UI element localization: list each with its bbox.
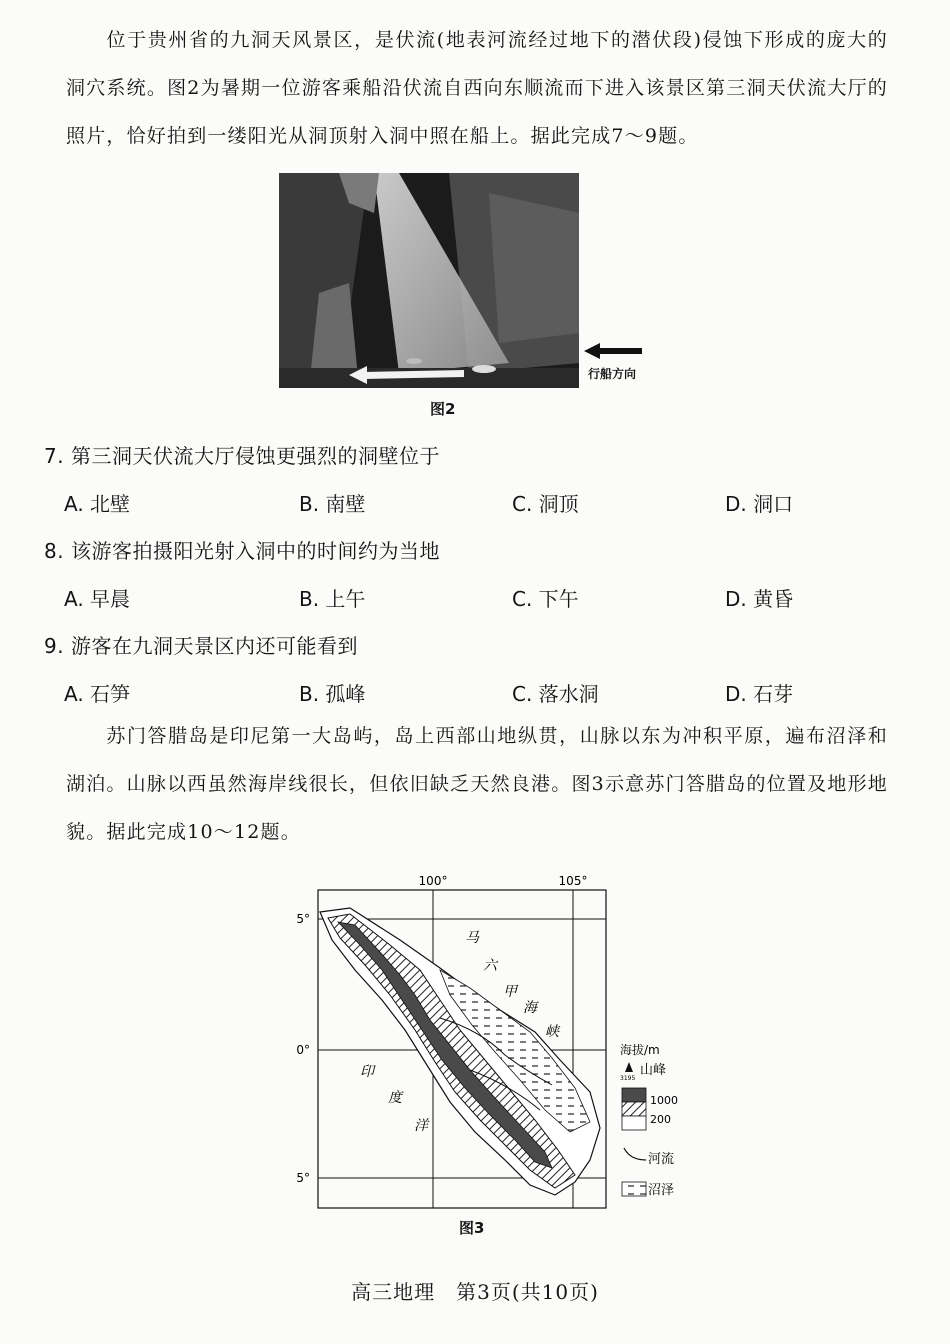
- indian-ocean-char-1: 印: [360, 1064, 374, 1080]
- lon-label-100: 100°: [418, 874, 448, 888]
- legend-level-1000: 1000: [650, 1094, 678, 1107]
- question-9: 9. 游客在九洞天景区内还可能看到: [44, 634, 358, 658]
- lon-label-105: 105°: [558, 874, 588, 888]
- question-8: 8. 该游客拍摄阳光射入洞中的时间约为当地: [44, 539, 440, 563]
- question-8-option-a: A. 早晨: [64, 587, 131, 611]
- lat-label-north-5: 5°: [296, 912, 310, 926]
- question-9-option-b: B. 孤峰: [299, 682, 366, 706]
- legend-level-200: 200: [650, 1113, 671, 1126]
- intro-paragraph-sumatra-text: 苏门答腊岛是印尼第一大岛屿，岛上西部山地纵贯，山脉以东为冲积平原，遍布沼泽和湖泊。山脉以西虽然海岸线很长，但依旧缺乏天然良港。图3示意苏门答腊岛的位置及地形地貌。据此完成10～12题。: [66, 725, 888, 843]
- malacca-char-4: 海: [523, 1000, 537, 1016]
- cave-photo-illustration: [279, 173, 579, 388]
- legend-swatch-swamp: [622, 1182, 646, 1196]
- sumatra-map-svg: [290, 870, 690, 1215]
- legend-river-label: 河流: [648, 1152, 675, 1167]
- intro-paragraph-cave-text: 位于贵州省的九洞天风景区，是伏流(地表河流经过地下的潜伏段)侵蚀下形成的庞大的洞穴系统。图2为暑期一位游客乘船沿伏流自西向东顺流而下进入该景区第三洞天伏流大厅的照片，恰好拍到一缕阳光从洞顶射入洞中照在船上。据此完成7～9题。: [66, 29, 888, 147]
- intro-paragraph-sumatra: [66, 712, 888, 856]
- cave-photo: [279, 173, 579, 388]
- malacca-char-1: 马: [465, 930, 479, 946]
- peak-icon: [625, 1062, 633, 1072]
- question-9-option-a: A. 石笋: [64, 682, 131, 706]
- indian-ocean-char-3: 洋: [414, 1118, 428, 1134]
- sumatra-map: [290, 870, 690, 1215]
- legend-swatch-200-1000: [622, 1102, 646, 1116]
- lat-label-0: 0°: [296, 1043, 310, 1057]
- figure-3-caption: 图3: [459, 1219, 485, 1237]
- malacca-char-3: 甲: [503, 984, 517, 1000]
- question-9-option-d: D. 石芽: [725, 682, 794, 706]
- malacca-char-5: 峡: [545, 1024, 559, 1040]
- question-7-option-d: D. 洞口: [725, 492, 794, 516]
- indian-ocean-char-2: 度: [388, 1090, 402, 1106]
- question-9-option-c: C. 落水洞: [512, 682, 599, 706]
- question-8-option-c: C. 下午: [512, 587, 579, 611]
- legend-peak-value: 3195: [620, 1075, 636, 1082]
- figure-2-caption: 图2: [430, 400, 456, 418]
- question-8-option-d: D. 黄昏: [725, 587, 794, 611]
- malacca-char-2: 六: [483, 958, 497, 974]
- lat-label-south-5: 5°: [296, 1171, 310, 1185]
- boat-direction-arrow: [584, 341, 644, 361]
- question-8-option-b: B. 上午: [299, 587, 366, 611]
- page-footer: 高三地理 第3页(共10页): [351, 1280, 599, 1304]
- question-7-option-c: C. 洞顶: [512, 492, 579, 516]
- question-7: 7. 第三洞天伏流大厅侵蚀更强烈的洞壁位于: [44, 444, 440, 468]
- legend-swatch-below-200: [622, 1116, 646, 1130]
- question-7-option-b: B. 南壁: [299, 492, 366, 516]
- legend-river-icon: [624, 1148, 646, 1160]
- boat-direction-label: 行船方向: [588, 367, 637, 381]
- intro-paragraph-cave: [66, 16, 888, 160]
- legend-peak-label: 山峰: [640, 1063, 667, 1078]
- question-7-option-a: A. 北壁: [64, 492, 131, 516]
- legend-swamp-label: 沼泽: [648, 1183, 675, 1198]
- legend-swatch-above-1000: [622, 1088, 646, 1102]
- legend-title: 海拔/m: [620, 1043, 660, 1057]
